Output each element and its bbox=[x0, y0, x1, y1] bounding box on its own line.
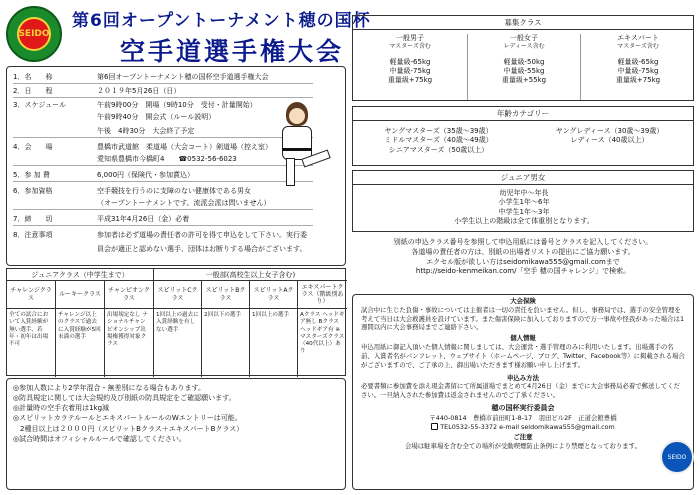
organizer-title: 穂の国杯実行委員会 bbox=[491, 404, 555, 413]
info-row: 員会が適正と認めない選手、団体はお断りする場合がございます。 bbox=[97, 245, 307, 253]
info-row: （オープントーナメントです。流派会派は問いません） bbox=[13, 199, 313, 210]
method-text: 必要書類に参加費を添え現金書留にて所属道場でまとめて4月26日（金）までに大会事務局必着で郵送してください。一旦納入された参加費は返金されませんのでご了承ください。 bbox=[361, 382, 680, 400]
terms-box bbox=[352, 294, 694, 490]
info-row: 午後 4時30分 大会終了予定 bbox=[13, 127, 313, 138]
note-line: ◎計量時の空手衣着用は1kg減 bbox=[13, 404, 110, 413]
junior-title: ジュニア男女 bbox=[353, 171, 693, 185]
class-column: スピリットAクラス 1回以上の選手 bbox=[250, 281, 298, 377]
junior-box bbox=[352, 170, 694, 232]
tournament-logo bbox=[6, 6, 62, 62]
insurance-text: 試合中に生じた負傷・事故については主催者は一切の責任を負いません。但し、事務局では、選手の安全管理を考えて当日は大会救護員を設けています。また傷害保険に加入しておりますので万一事故や怪我があった場合は1週間以内に大会事務局までご連絡下さい。 bbox=[361, 305, 685, 332]
age-category-title: 年齢カテゴリー bbox=[353, 107, 693, 121]
info-row: 7．締 切 平成31年4月26日（金）必着 bbox=[13, 215, 313, 226]
info-row: 8．注意事項 参加者は必ず道場の責任者の許可を得て申込をして下さい。実行委 bbox=[13, 231, 307, 239]
info-row: 午前9時40分 開会式（ルール説明） bbox=[97, 113, 216, 121]
info-row: 3．スケジュール 午前9時00分 開場（9時10分 受付・計量開始） bbox=[13, 101, 257, 109]
privacy-title: 個人情報 bbox=[510, 334, 536, 343]
class-column: チャレンジクラス 全ての試合において入賞経験が無い選手、若年・初年は出場不可 bbox=[7, 281, 56, 377]
title-line1: 第6回オープントーナメント穂の国杯 bbox=[72, 11, 371, 31]
note-line: 2種目以上は２０００円（スピリットBクラス＋エキスパートBクラス） bbox=[13, 424, 244, 433]
class-column: スピリットBクラス 2回以下の選手 bbox=[202, 281, 250, 377]
phone-icon bbox=[431, 423, 438, 430]
title-line2: 空手道選手権大会 bbox=[120, 37, 345, 66]
age-column-right: ヤングレディース（30歳～39歳） レディース（40歳以上） bbox=[555, 127, 664, 145]
note-line: ◎試合時間はオフィシャルルールで確認してください。 bbox=[13, 434, 186, 443]
class-column: ルーキークラス チャレンジ以上のクラスで過去に入賞経験が5回未満の選手 bbox=[56, 281, 105, 377]
weight-column: 一般男子 マスターズ含む 軽量級-65kg 中量級-75kg 重量級+75kg bbox=[387, 34, 433, 85]
organizer-address: 〒440-0814 豊橋市前田町1-8-17 羽田ビル2F 正道会館豊橋 bbox=[429, 413, 617, 422]
seido-badge-icon: SEIDO bbox=[660, 440, 694, 474]
general-class-header: 一般部(高校生以上女子含む) bbox=[154, 269, 347, 281]
weight-column: エキスパート マスターズ含む 軽量級-65kg 中量級-75kg 重量級+75kg bbox=[615, 34, 661, 85]
info-row: 愛知県豊橋市今橋町4 ☎0532-56-6023 bbox=[13, 155, 313, 166]
weight-column: 一般女子 レディース含む 軽量級-50kg 中量級-55kg 重量級+55kg bbox=[467, 34, 581, 100]
notes-box bbox=[6, 378, 346, 490]
class-column: チャンピオンクラス 出場規定なし ナショナルチャンピオンシップ出場権獲得対象クラス bbox=[105, 281, 154, 377]
class-column: スピリットCクラス 1回以上の過去に入賞経験を有しない選手 bbox=[154, 281, 202, 377]
junior-class-header: ジュニアクラス（中学生まで） bbox=[7, 269, 154, 281]
method-title: 申込み方法 bbox=[507, 373, 539, 382]
weight-classes-title: 募集クラス bbox=[353, 16, 693, 30]
info-row: 2．日 程 ２０１９年5月26日（日） bbox=[13, 87, 313, 98]
insurance-title: 大会保険 bbox=[510, 297, 536, 305]
karate-fighter-illustration bbox=[262, 98, 334, 188]
age-column-left: ヤングマスターズ（35歳～39歳） ミドルマスターズ（40歳～49歳） シニアマスターズ（50歳以上） bbox=[384, 127, 493, 154]
privacy-text: 申込用紙に御記入頂いた個人情報に関しましては、大会運営・選手管理のみに利用いたします。出場選手の名前、入賞者名がパンフレット、ウェブサイト（ホームページ、ブログ、Twitter、Facebook等）に掲載される場合がございますので、ご了承の上、御出場いただきます様お願い申し上げます。 bbox=[361, 343, 685, 369]
caution-text: 会場は駐車場を含む全ての場所が受動喫煙防止条例により禁煙となっております。 bbox=[405, 442, 641, 451]
note-line: ◎防具規定に関しては大会規約及び別紙の防具規定をご確認願います。 bbox=[13, 394, 236, 403]
organizer-contact: TEL0532-55-3372 e-mail seidomikawa555@gmail.com bbox=[361, 423, 685, 432]
caution-title: ご注意 bbox=[513, 433, 533, 442]
class-table bbox=[6, 268, 346, 376]
info-row: 6．参加資格 空手競技を行うのに支障のない健康体である男女 bbox=[13, 187, 251, 195]
note-line: ◎スピリットカラテルールとエキスパートルールのWエントリーは可能。 bbox=[13, 414, 242, 423]
weight-classes-box bbox=[352, 15, 694, 101]
info-row: 5．参 加 費 6,000円（保険代・参加賞込） bbox=[13, 171, 313, 182]
info-row: 1．名 称 第6回オープントーナメント穂の国杯空手道選手権大会 bbox=[13, 73, 313, 84]
note-line: ◎参加人数により2学年混合・無差別になる場合もあります。 bbox=[13, 384, 206, 392]
application-instructions: 別紙の申込クラス番号を参照して申込用紙には番号とクラスを記入してください。 各道場の責任者の方は、別紙の出場者リストの提出にご協力願います。 エクセル版が欲しい方はseidomikawa555@gmail.comまで http://seido-kenmeikan.com/「空手 穂の国チャレンジ」で検索。 bbox=[393, 238, 653, 276]
junior-list: 幼児年中～年長 小学生1年～6年 中学生1年～3年 小学生以上の階級は全て体重別となります。 bbox=[454, 189, 594, 226]
age-category-box bbox=[352, 106, 694, 166]
logo-emblem: SEIDO bbox=[17, 17, 51, 51]
info-row: 4．会 場 豊橋市武道館 柔道場（大会コート）剣道場（控え室） bbox=[13, 143, 272, 151]
class-column: エキスパートクラス（階級別あり） Aクラス ヘッドギア無し Bクラス ヘッドギア有 ※マスターズクラス（40代以上）あり bbox=[298, 281, 347, 377]
